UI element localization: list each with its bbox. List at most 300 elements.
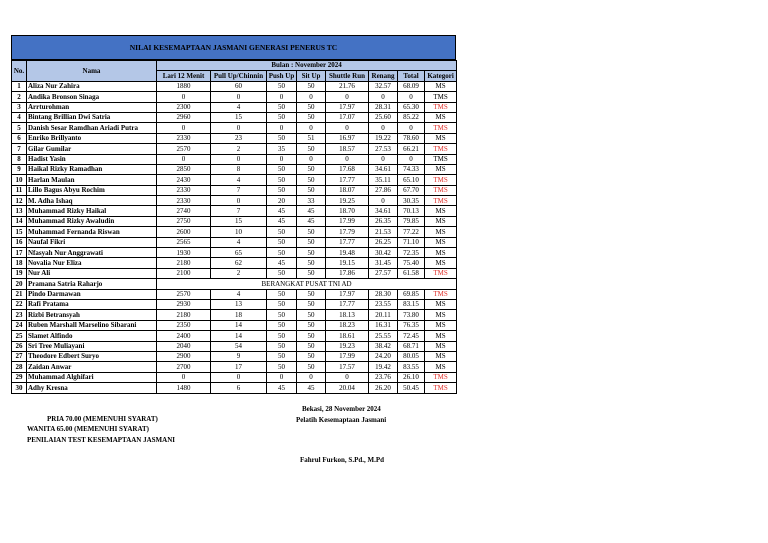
cell-renang: 24.20 <box>369 351 398 361</box>
cell-sit: 50 <box>297 320 326 330</box>
cell-kategori: TMS <box>425 372 457 382</box>
row-number: 21 <box>12 289 27 299</box>
cell-total: 79.85 <box>398 216 425 226</box>
cell-pull: 15 <box>211 216 267 226</box>
cell-renang: 27.86 <box>369 185 398 195</box>
row-name: Zaidan Anwar <box>27 362 157 372</box>
cell-renang: 34.61 <box>369 206 398 216</box>
cell-total: 65.30 <box>398 102 425 112</box>
cell-kategori: TMS <box>425 383 457 393</box>
cell-renang: 28.30 <box>369 289 398 299</box>
cell-renang: 34.61 <box>369 164 398 174</box>
cell-shuttle: 17.77 <box>326 299 369 309</box>
cell-shuttle: 0 <box>326 92 369 102</box>
cell-kategori: MS <box>425 351 457 361</box>
row-name: Muhammad Rizky Awaludin <box>27 216 157 226</box>
cell-push: 50 <box>267 331 297 341</box>
table-row <box>12 362 457 372</box>
cell-renang: 0 <box>369 92 398 102</box>
row-number: 19 <box>12 268 27 278</box>
row-name: Harlan Maulan <box>27 175 157 185</box>
cell-renang: 20.11 <box>369 310 398 320</box>
cell-renang: 0 <box>369 154 398 164</box>
cell-lari: 2300 <box>157 102 211 112</box>
row-name: Pindo Darmawan <box>27 289 157 299</box>
table-row <box>12 258 457 268</box>
table-row <box>12 227 457 237</box>
cell-renang: 26.35 <box>369 216 398 226</box>
cell-kategori: MS <box>425 237 457 247</box>
table-row <box>12 81 457 91</box>
cell-kategori: TMS <box>425 289 457 299</box>
cell-push: 45 <box>267 206 297 216</box>
cell-pull: 54 <box>211 341 267 351</box>
cell-lari: 1930 <box>157 248 211 258</box>
row-number: 12 <box>12 196 27 206</box>
row-name: Gilar Gumilar <box>27 144 157 154</box>
row-name: Rizbi Betransyah <box>27 310 157 320</box>
cell-shuttle: 18.07 <box>326 185 369 195</box>
cell-push: 50 <box>267 185 297 195</box>
row-number: 9 <box>12 164 27 174</box>
header-total: Total <box>398 71 425 81</box>
row-number: 4 <box>12 112 27 122</box>
cell-sit: 50 <box>297 268 326 278</box>
cell-sit: 50 <box>297 299 326 309</box>
cell-pull: 10 <box>211 227 267 237</box>
cell-pull: 15 <box>211 112 267 122</box>
cell-lari: 2850 <box>157 164 211 174</box>
cell-pull: 18 <box>211 310 267 320</box>
cell-push: 50 <box>267 164 297 174</box>
cell-total: 65.10 <box>398 175 425 185</box>
cell-shuttle: 19.25 <box>326 196 369 206</box>
cell-pull: 7 <box>211 206 267 216</box>
cell-kategori: MS <box>425 133 457 143</box>
sheet-title: NILAI KESEMAPTAAN JASMANI GENERASI PENERUS TC <box>11 35 456 60</box>
cell-pull: 7 <box>211 185 267 195</box>
cell-total: 69.85 <box>398 289 425 299</box>
cell-total: 67.70 <box>398 185 425 195</box>
cell-sit: 50 <box>297 164 326 174</box>
table-row <box>12 320 457 330</box>
table-row <box>12 289 457 299</box>
row-number: 22 <box>12 299 27 309</box>
cell-lari: 2900 <box>157 351 211 361</box>
cell-lari: 2570 <box>157 289 211 299</box>
row-name: Muhammad Fernanda Riswan <box>27 227 157 237</box>
row-number: 23 <box>12 310 27 320</box>
cell-lari: 2570 <box>157 144 211 154</box>
row-number: 8 <box>12 154 27 164</box>
row-number: 10 <box>12 175 27 185</box>
row-name: Bintang Brillian Dwi Satria <box>27 112 157 122</box>
cell-push: 50 <box>267 299 297 309</box>
cell-renang: 25.60 <box>369 112 398 122</box>
cell-push: 50 <box>267 248 297 258</box>
table-row <box>12 112 457 122</box>
cell-pull: 23 <box>211 133 267 143</box>
cell-shuttle: 17.57 <box>326 362 369 372</box>
cell-shuttle: 17.79 <box>326 227 369 237</box>
cell-renang: 19.22 <box>369 133 398 143</box>
row-number: 26 <box>12 341 27 351</box>
row-number: 15 <box>12 227 27 237</box>
cell-sit: 45 <box>297 383 326 393</box>
cell-lari: 2430 <box>157 175 211 185</box>
header-kategori: Kategori <box>425 71 457 81</box>
cell-renang: 0 <box>369 123 398 133</box>
cell-sit: 50 <box>297 227 326 237</box>
table-row <box>12 341 457 351</box>
cell-sit: 50 <box>297 331 326 341</box>
cell-renang: 0 <box>369 196 398 206</box>
cell-renang: 31.45 <box>369 258 398 268</box>
cell-total: 80.05 <box>398 351 425 361</box>
cell-pull: 14 <box>211 320 267 330</box>
cell-lari: 2400 <box>157 331 211 341</box>
cell-renang: 27.53 <box>369 144 398 154</box>
cell-shuttle: 18.23 <box>326 320 369 330</box>
cell-total: 74.33 <box>398 164 425 174</box>
cell-total: 77.22 <box>398 227 425 237</box>
table-row <box>12 331 457 341</box>
cell-kategori: MS <box>425 299 457 309</box>
cell-kategori: MS <box>425 112 457 122</box>
table-row <box>12 216 457 226</box>
cell-push: 50 <box>267 81 297 91</box>
cell-sit: 50 <box>297 144 326 154</box>
cell-push: 35 <box>267 144 297 154</box>
cell-kategori: MS <box>425 331 457 341</box>
place-date: Bekasi, 28 November 2024 <box>302 405 381 413</box>
row-name: Adhy Kresna <box>27 383 157 393</box>
cell-shuttle: 17.99 <box>326 351 369 361</box>
cell-sit: 50 <box>297 248 326 258</box>
header-name: Nama <box>27 61 157 82</box>
table-row <box>12 185 457 195</box>
row-number: 28 <box>12 362 27 372</box>
cell-push: 45 <box>267 383 297 393</box>
cell-pull: 2 <box>211 144 267 154</box>
row-number: 13 <box>12 206 27 216</box>
cell-push: 50 <box>267 237 297 247</box>
row-number: 27 <box>12 351 27 361</box>
cell-shuttle: 0 <box>326 372 369 382</box>
cell-kategori: TMS <box>425 268 457 278</box>
cell-renang: 30.42 <box>369 248 398 258</box>
cell-shuttle: 17.77 <box>326 237 369 247</box>
row-name: Andika Bronson Sinaga <box>27 92 157 102</box>
cell-sit: 50 <box>297 310 326 320</box>
cell-total: 68.09 <box>398 81 425 91</box>
header-shuttle: Shuttle Run <box>326 71 369 81</box>
cell-push: 0 <box>267 92 297 102</box>
cell-sit: 50 <box>297 341 326 351</box>
header-renang: Renang <box>369 71 398 81</box>
cell-push: 0 <box>267 154 297 164</box>
cell-push: 50 <box>267 268 297 278</box>
cell-shuttle: 19.23 <box>326 341 369 351</box>
row-number: 3 <box>12 102 27 112</box>
cell-lari: 0 <box>157 92 211 102</box>
cell-kategori: MS <box>425 206 457 216</box>
cell-kategori: TMS <box>425 102 457 112</box>
cell-total: 66.21 <box>398 144 425 154</box>
cell-shuttle: 18.57 <box>326 144 369 154</box>
cell-push: 50 <box>267 102 297 112</box>
cell-sit: 50 <box>297 185 326 195</box>
cell-total: 0 <box>398 154 425 164</box>
cell-push: 50 <box>267 310 297 320</box>
cell-push: 50 <box>267 341 297 351</box>
cell-shuttle: 0 <box>326 123 369 133</box>
cell-shuttle: 16.97 <box>326 133 369 143</box>
cell-shuttle: 17.86 <box>326 268 369 278</box>
cell-sit: 50 <box>297 362 326 372</box>
cell-sit: 45 <box>297 216 326 226</box>
cell-push: 50 <box>267 175 297 185</box>
cell-total: 78.60 <box>398 133 425 143</box>
table-row <box>12 206 457 216</box>
cell-pull: 60 <box>211 81 267 91</box>
row-name: Nur Ali <box>27 268 157 278</box>
cell-pull: 0 <box>211 154 267 164</box>
cell-kategori: MS <box>425 341 457 351</box>
cell-kategori: MS <box>425 227 457 237</box>
cell-sit: 0 <box>297 372 326 382</box>
row-name: Novalia Nur Eliza <box>27 258 157 268</box>
table-row <box>12 102 457 112</box>
cell-pull: 0 <box>211 196 267 206</box>
cell-kategori: TMS <box>425 185 457 195</box>
table-row <box>12 164 457 174</box>
cell-push: 45 <box>267 216 297 226</box>
row-name: Lillo Bagus Abyu Rochim <box>27 185 157 195</box>
score-sheet <box>11 35 456 394</box>
row-name: M. Adha Ishaq <box>27 196 157 206</box>
row-number: 24 <box>12 320 27 330</box>
cell-sit: 51 <box>297 133 326 143</box>
cell-kategori: MS <box>425 81 457 91</box>
cell-lari: 2100 <box>157 268 211 278</box>
cell-push: 50 <box>267 133 297 143</box>
cell-lari: 2330 <box>157 196 211 206</box>
table-body <box>12 81 457 393</box>
cell-kategori: TMS <box>425 175 457 185</box>
cell-pull: 6 <box>211 383 267 393</box>
cell-total: 72.35 <box>398 248 425 258</box>
cell-renang: 27.57 <box>369 268 398 278</box>
cell-push: 50 <box>267 289 297 299</box>
table-row <box>12 154 457 164</box>
section-label: BERANGKAT PUSAT TNI AD <box>157 279 457 289</box>
row-name: Aliza Nur Zahira <box>27 81 157 91</box>
cell-lari: 2330 <box>157 133 211 143</box>
cell-shuttle: 17.97 <box>326 289 369 299</box>
cell-sit: 0 <box>297 154 326 164</box>
cell-lari: 2740 <box>157 206 211 216</box>
cell-push: 0 <box>267 372 297 382</box>
cell-total: 71.10 <box>398 237 425 247</box>
cell-pull: 9 <box>211 351 267 361</box>
cell-lari: 1480 <box>157 383 211 393</box>
cell-sit: 33 <box>297 196 326 206</box>
header-no: No. <box>12 61 27 82</box>
table-row <box>12 175 457 185</box>
cell-shuttle: 17.68 <box>326 164 369 174</box>
row-name: Muhammad Rizky Haikal <box>27 206 157 216</box>
cell-lari: 2700 <box>157 362 211 372</box>
row-number: 6 <box>12 133 27 143</box>
cell-total: 26.10 <box>398 372 425 382</box>
cell-lari: 0 <box>157 154 211 164</box>
table-row <box>12 372 457 382</box>
cell-renang: 23.55 <box>369 299 398 309</box>
table-row <box>12 144 457 154</box>
row-number: 1 <box>12 81 27 91</box>
row-name: Muhammad Alghifari <box>27 372 157 382</box>
cell-renang: 26.20 <box>369 383 398 393</box>
cell-sit: 45 <box>297 206 326 216</box>
cell-sit: 50 <box>297 81 326 91</box>
row-name: Rafi Pratama <box>27 299 157 309</box>
cell-sit: 50 <box>297 112 326 122</box>
row-name: Theodore Edbert Suryo <box>27 351 157 361</box>
cell-total: 83.15 <box>398 299 425 309</box>
cell-shuttle: 17.97 <box>326 102 369 112</box>
cell-push: 50 <box>267 227 297 237</box>
cell-pull: 4 <box>211 237 267 247</box>
cell-renang: 23.76 <box>369 372 398 382</box>
cell-sit: 50 <box>297 237 326 247</box>
cell-kategori: MS <box>425 216 457 226</box>
cell-pull: 8 <box>211 164 267 174</box>
row-name: Nfasyah Nur Anggrawati <box>27 248 157 258</box>
cell-push: 0 <box>267 123 297 133</box>
row-name: Ruben Marshall Marselino Sibarani <box>27 320 157 330</box>
cell-total: 72.45 <box>398 331 425 341</box>
cell-lari: 2600 <box>157 227 211 237</box>
cell-kategori: MS <box>425 258 457 268</box>
cell-shuttle: 0 <box>326 154 369 164</box>
row-number: 25 <box>12 331 27 341</box>
cell-pull: 13 <box>211 299 267 309</box>
cell-pull: 2 <box>211 268 267 278</box>
cell-kategori: MS <box>425 310 457 320</box>
cell-sit: 0 <box>297 123 326 133</box>
cell-shuttle: 18.61 <box>326 331 369 341</box>
cell-total: 68.71 <box>398 341 425 351</box>
cell-lari: 2960 <box>157 112 211 122</box>
cell-shuttle: 21.76 <box>326 81 369 91</box>
cell-sit: 0 <box>297 92 326 102</box>
cell-kategori: TMS <box>425 123 457 133</box>
cell-sit: 50 <box>297 351 326 361</box>
row-number: 5 <box>12 123 27 133</box>
header-pushup: Push Up <box>267 71 297 81</box>
table-row <box>12 310 457 320</box>
row-name: Hadist Yasin <box>27 154 157 164</box>
row-name: Sri Tree Muliayani <box>27 341 157 351</box>
table-row <box>12 383 457 393</box>
table-row <box>12 268 457 278</box>
table-row <box>12 196 457 206</box>
table-row <box>12 92 457 102</box>
cell-renang: 38.42 <box>369 341 398 351</box>
cell-total: 30.35 <box>398 196 425 206</box>
cell-renang: 21.53 <box>369 227 398 237</box>
cell-pull: 62 <box>211 258 267 268</box>
cell-total: 75.40 <box>398 258 425 268</box>
cell-total: 73.80 <box>398 310 425 320</box>
cell-pull: 0 <box>211 372 267 382</box>
cell-shuttle: 17.99 <box>326 216 369 226</box>
row-number: 18 <box>12 258 27 268</box>
cell-pull: 65 <box>211 248 267 258</box>
cell-lari: 1880 <box>157 81 211 91</box>
cell-lari: 2040 <box>157 341 211 351</box>
cell-shuttle: 18.70 <box>326 206 369 216</box>
cell-push: 20 <box>267 196 297 206</box>
cell-lari: 2750 <box>157 216 211 226</box>
row-number: 2 <box>12 92 27 102</box>
cell-lari: 2930 <box>157 299 211 309</box>
cell-kategori: TMS <box>425 144 457 154</box>
row-name: Naufal Fikri <box>27 237 157 247</box>
cell-kategori: MS <box>425 164 457 174</box>
cell-pull: 0 <box>211 123 267 133</box>
cell-push: 50 <box>267 112 297 122</box>
score-table <box>11 60 457 394</box>
cell-lari: 2350 <box>157 320 211 330</box>
cell-push: 50 <box>267 351 297 361</box>
cell-total: 76.35 <box>398 320 425 330</box>
row-number: 14 <box>12 216 27 226</box>
table-row <box>12 248 457 258</box>
cell-shuttle: 19.48 <box>326 248 369 258</box>
cell-total: 61.58 <box>398 268 425 278</box>
cell-total: 0 <box>398 92 425 102</box>
cell-renang: 25.55 <box>369 331 398 341</box>
cell-pull: 4 <box>211 175 267 185</box>
cell-lari: 2180 <box>157 258 211 268</box>
cell-renang: 26.25 <box>369 237 398 247</box>
cell-pull: 4 <box>211 289 267 299</box>
assessment-label: PENILAIAN TEST KESEMAPTAAN JASMANI <box>27 436 175 444</box>
cell-total: 70.13 <box>398 206 425 216</box>
cell-lari: 2180 <box>157 310 211 320</box>
cell-pull: 4 <box>211 102 267 112</box>
cell-shuttle: 20.04 <box>326 383 369 393</box>
criteria-male: PRIA 70.00 (MEMENUHI SYARAT) <box>47 415 158 423</box>
table-row <box>12 279 457 289</box>
cell-renang: 19.42 <box>369 362 398 372</box>
cell-total: 85.22 <box>398 112 425 122</box>
row-number: 30 <box>12 383 27 393</box>
cell-pull: 17 <box>211 362 267 372</box>
cell-shuttle: 17.77 <box>326 175 369 185</box>
signer-role: Pelatih Kesemaptaan Jasmani <box>296 416 387 424</box>
cell-renang: 35.11 <box>369 175 398 185</box>
cell-sit: 50 <box>297 258 326 268</box>
cell-kategori: TMS <box>425 154 457 164</box>
cell-shuttle: 18.13 <box>326 310 369 320</box>
row-number: 7 <box>12 144 27 154</box>
row-number: 29 <box>12 372 27 382</box>
row-number: 20 <box>12 279 27 289</box>
signer-name: Fahrul Furkon, S.Pd., M.Pd <box>300 456 385 464</box>
